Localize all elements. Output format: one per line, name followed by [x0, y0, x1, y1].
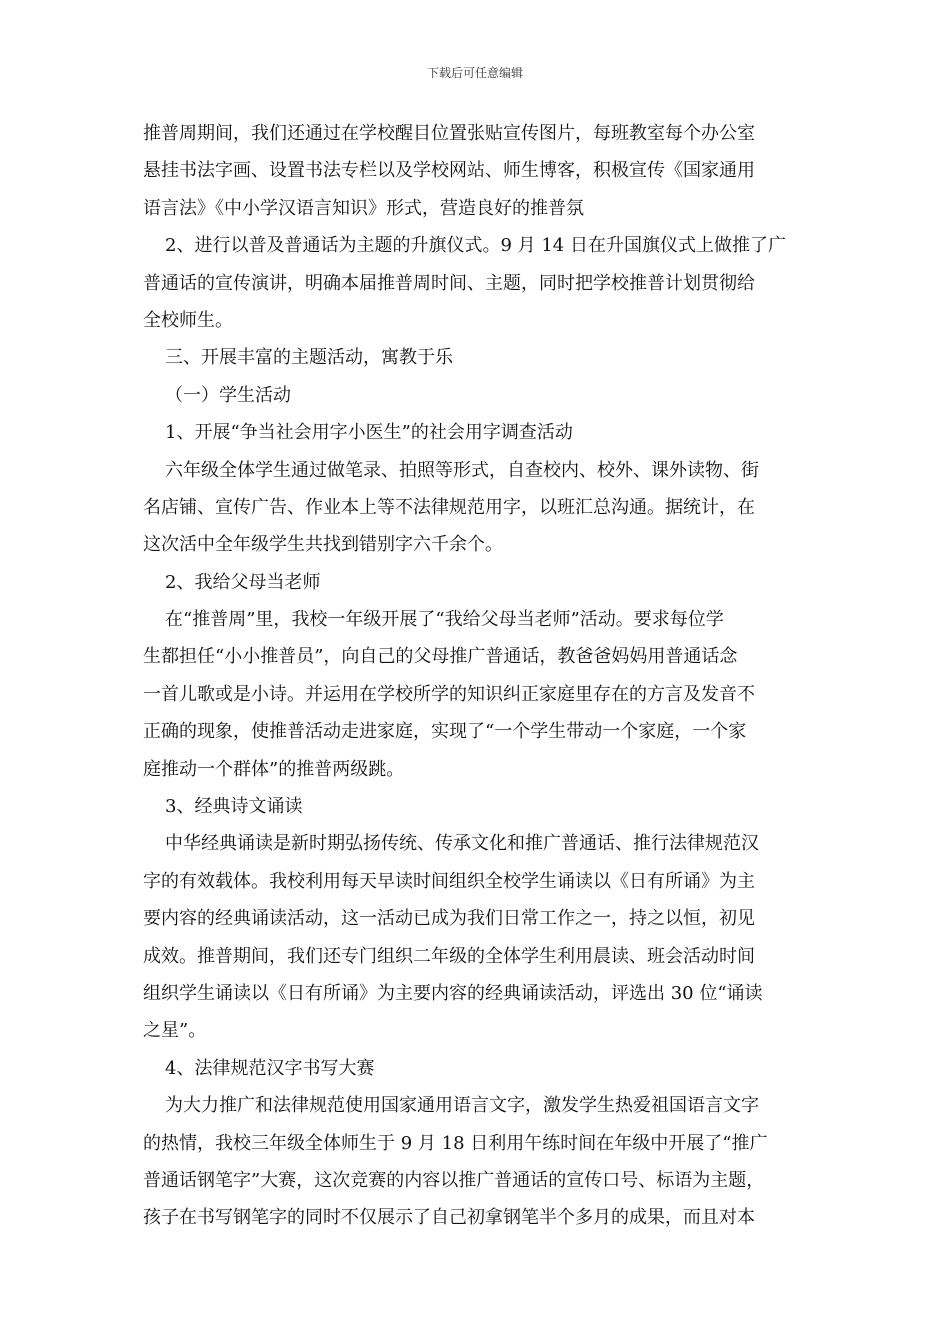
text-line: 全校师生。 — [143, 309, 233, 331]
page-header: 下载后可任意编辑 — [426, 66, 523, 80]
text-line: 语言法》《中小学汉语言知识》形式，营造良好的推普氛 — [143, 197, 584, 219]
text-line: 2、我给父母当老师 — [165, 571, 321, 593]
text-line: 普通话的宣传演讲，明确本届推普周时间、主题，同时把学校推普计划贯彻给 — [143, 272, 755, 294]
text-line: 名店铺、宣传广告、作业本上等不法律规范用字，以班汇总沟通。据统计，在 — [143, 496, 755, 518]
text-line: 要内容的经典诵读活动，这一活动已成为我们日常工作之一，持之以恒，初见 — [143, 908, 755, 930]
text-line: 这次活中全年级学生共找到错别字六千余个。 — [143, 534, 503, 556]
text-line: 2、进行以普及普通话为主题的升旗仪式。9 月 14 日在升国旗仪式上做推了广 — [165, 235, 786, 257]
text-line: 推普周期间，我们还通过在学校醒目位置张贴宣传图片，每班教室每个办公室 — [143, 123, 755, 144]
text-line: 4、法律规范汉字书写大赛 — [165, 1057, 375, 1079]
text-line: （一）学生活动 — [165, 384, 291, 406]
text-line: 正确的现象，使推普活动走进家庭，实现了“一个学生带动一个家庭，一个家 — [143, 721, 747, 743]
text-line: 悬挂书法字画、设置书法专栏以及学校网站、师生博客，积极宣传《国家通用 — [143, 160, 755, 182]
text-line: 庭推动一个群体”的推普两级跳。 — [143, 758, 405, 780]
text-line: 组织学生诵读以《日有所诵》为主要内容的经典诵读活动，评选出 30 位“诵读 — [143, 982, 763, 1004]
text-line: 字的有效载体。我校利用每天早读时间组织全校学生诵读以《日有所诵》为主 — [143, 870, 755, 892]
text-line: 1、开展“争当社会用字小医生”的社会用字调查活动 — [165, 422, 573, 444]
text-line: 的热情，我校三年级全体师生于 9 月 18 日利用午练时间在年级中开展了“推广 — [143, 1132, 768, 1154]
text-line: 普通话钢笔字”大赛，这次竞赛的内容以推广普通话的宣传口号、标语为主题， — [143, 1169, 765, 1191]
text-line: 一首儿歌或是小诗。并运用在学校所学的知识纠正家庭里存在的方言及发音不 — [143, 683, 755, 705]
text-line: 六年级全体学生通过做笔录、拍照等形式，自查校内、校外、课外读物、街 — [165, 459, 759, 481]
document-body — [143, 115, 833, 1237]
text-line: 三、开展丰富的主题活动，寓教于乐 — [165, 347, 453, 369]
text-line: 成效。推普期间，我们还专门组织二年级的全体学生利用晨读、班会活动时间 — [143, 945, 755, 967]
text-line: 中华经典诵读是新时期弘扬传统、传承文化和推广普通话、推行法律规范汉 — [165, 833, 759, 855]
text-line: 在“推普周”里，我校一年级开展了“我给父母当老师”活动。要求每位学 — [165, 609, 724, 631]
text-line: 之星”。 — [143, 1020, 207, 1042]
text-line: 为大力推广和法律规范使用国家通用语言文字，激发学生热爱祖国语言文字 — [165, 1095, 759, 1117]
text-line: 3、经典诗文诵读 — [165, 796, 303, 818]
text-line: 孩子在书写钢笔字的同时不仅展示了自己初拿钢笔半个多月的成果，而且对本 — [143, 1207, 755, 1229]
text-line: 生都担任“小小推普员”，向自己的父母推广普通话，教爸爸妈妈用普通话念 — [143, 646, 738, 668]
